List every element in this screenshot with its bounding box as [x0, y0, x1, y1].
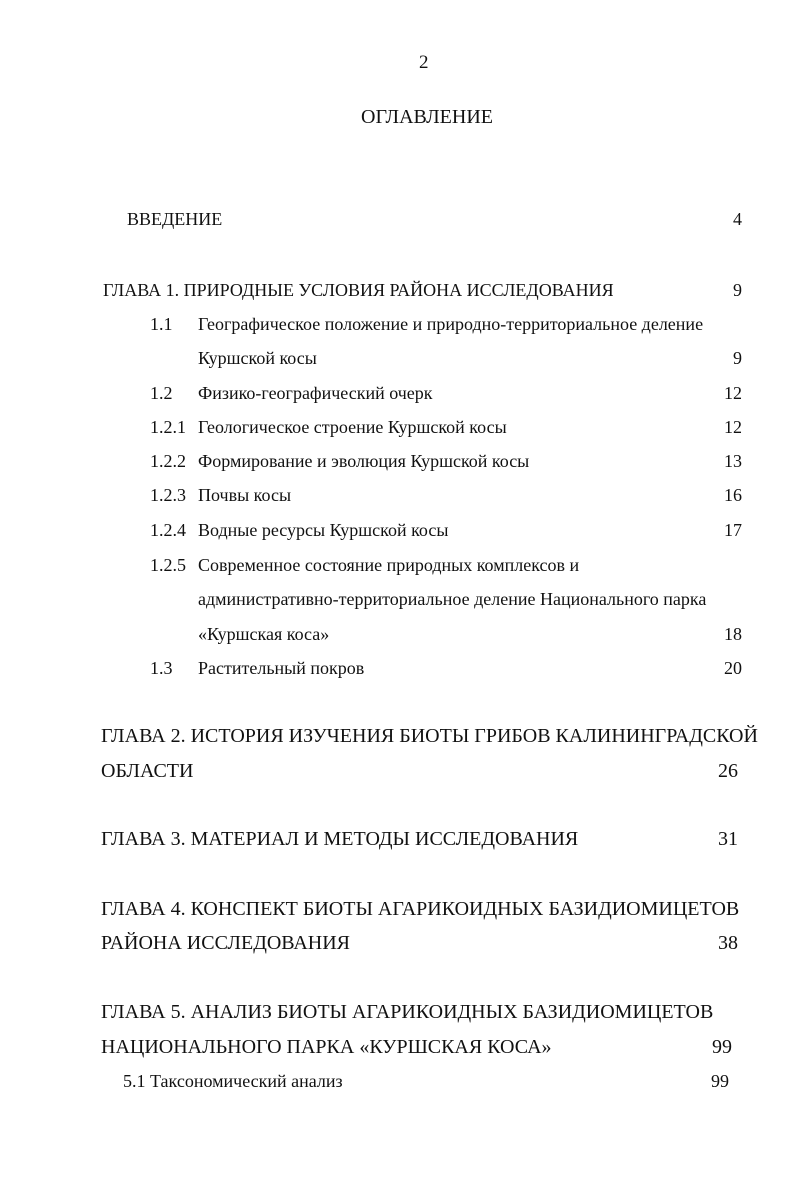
- toc-s1-2-4-page: 17: [724, 520, 742, 540]
- toc-ch4-page: 38: [718, 932, 738, 954]
- toc-s1-3-label: Растительный покров: [198, 658, 365, 678]
- toc-ch5-page: 99: [712, 1036, 732, 1058]
- toc-s1-2-2-label: Формирование и эволюция Куршской косы: [198, 451, 530, 471]
- toc-s1-2-1-label: Геологическое строение Куршской косы: [198, 417, 507, 437]
- toc-s1-2-num: 1.2: [150, 383, 173, 403]
- toc-s1-2-5-line1: Современное состояние природных комплексов и: [198, 555, 580, 575]
- toc-ch5-line1: ГЛАВА 5. АНАЛИЗ БИОТЫ АГАРИКОИДНЫХ БАЗИДИОМИЦЕТОВ: [101, 1001, 714, 1023]
- toc-s1-2-page: 12: [724, 383, 742, 403]
- toc-s1-1-line1: Географическое положение и природно-территориальное деление: [198, 314, 704, 334]
- toc-s1-2-1-num: 1.2.1: [150, 417, 186, 437]
- toc-s1-1-page: 9: [733, 348, 742, 368]
- toc-s5-1-label: 5.1 Таксономический анализ: [123, 1071, 343, 1091]
- toc-s1-2-5-line3: «Куршская коса»: [198, 624, 330, 644]
- toc-s1-2-4-num: 1.2.4: [150, 520, 186, 540]
- toc-ch4-line1: ГЛАВА 4. КОНСПЕКТ БИОТЫ АГАРИКОИДНЫХ БАЗИДИОМИЦЕТОВ: [101, 898, 740, 920]
- toc-ch2-page: 26: [718, 760, 738, 782]
- toc-s1-2-4-label: Водные ресурсы Куршской косы: [198, 520, 449, 540]
- toc-s1-2-5-num: 1.2.5: [150, 555, 186, 575]
- toc-ch3-page: 31: [718, 828, 738, 850]
- toc-s1-3-page: 20: [724, 658, 742, 678]
- toc-s1-1-num: 1.1: [150, 314, 173, 334]
- toc-ch2-line1: ГЛАВА 2. ИСТОРИЯ ИЗУЧЕНИЯ БИОТЫ ГРИБОВ КАЛИНИНГРАДСКОЙ: [101, 725, 758, 747]
- toc-intro-label: ВВЕДЕНИЕ: [127, 209, 223, 229]
- toc-s1-2-2-num: 1.2.2: [150, 451, 186, 471]
- toc-s1-2-5-line2: административно-территориальное деление Национального парка: [198, 589, 707, 609]
- toc-s1-2-3-page: 16: [724, 485, 742, 505]
- toc-s5-1-page: 99: [711, 1071, 729, 1091]
- toc-ch3-label: ГЛАВА 3. МАТЕРИАЛ И МЕТОДЫ ИССЛЕДОВАНИЯ: [101, 828, 579, 850]
- toc-s1-2-2-page: 13: [724, 451, 742, 471]
- toc-ch4-line2: РАЙОНА ИССЛЕДОВАНИЯ: [101, 932, 351, 954]
- toc-s1-2-5-page: 18: [724, 624, 742, 644]
- toc-s1-2-3-num: 1.2.3: [150, 485, 186, 505]
- toc-intro-page: 4: [733, 209, 742, 229]
- toc-s1-3-num: 1.3: [150, 658, 173, 678]
- toc-s1-2-3-label: Почвы косы: [198, 485, 292, 505]
- toc-s1-1-line2: Куршской косы: [198, 348, 317, 368]
- page-title: ОГЛАВЛЕНИЕ: [361, 106, 493, 128]
- toc-ch5-line2: НАЦИОНАЛЬНОГО ПАРКА «КУРШСКАЯ КОСА»: [101, 1036, 552, 1058]
- toc-ch2-line2: ОБЛАСТИ: [101, 760, 194, 782]
- toc-ch1-label: ГЛАВА 1. ПРИРОДНЫЕ УСЛОВИЯ РАЙОНА ИССЛЕДОВАНИЯ: [103, 280, 614, 300]
- toc-s1-2-label: Физико-географический очерк: [198, 383, 433, 403]
- toc-s1-2-1-page: 12: [724, 417, 742, 437]
- page-number: 2: [419, 52, 429, 73]
- toc-ch1-page: 9: [733, 280, 742, 300]
